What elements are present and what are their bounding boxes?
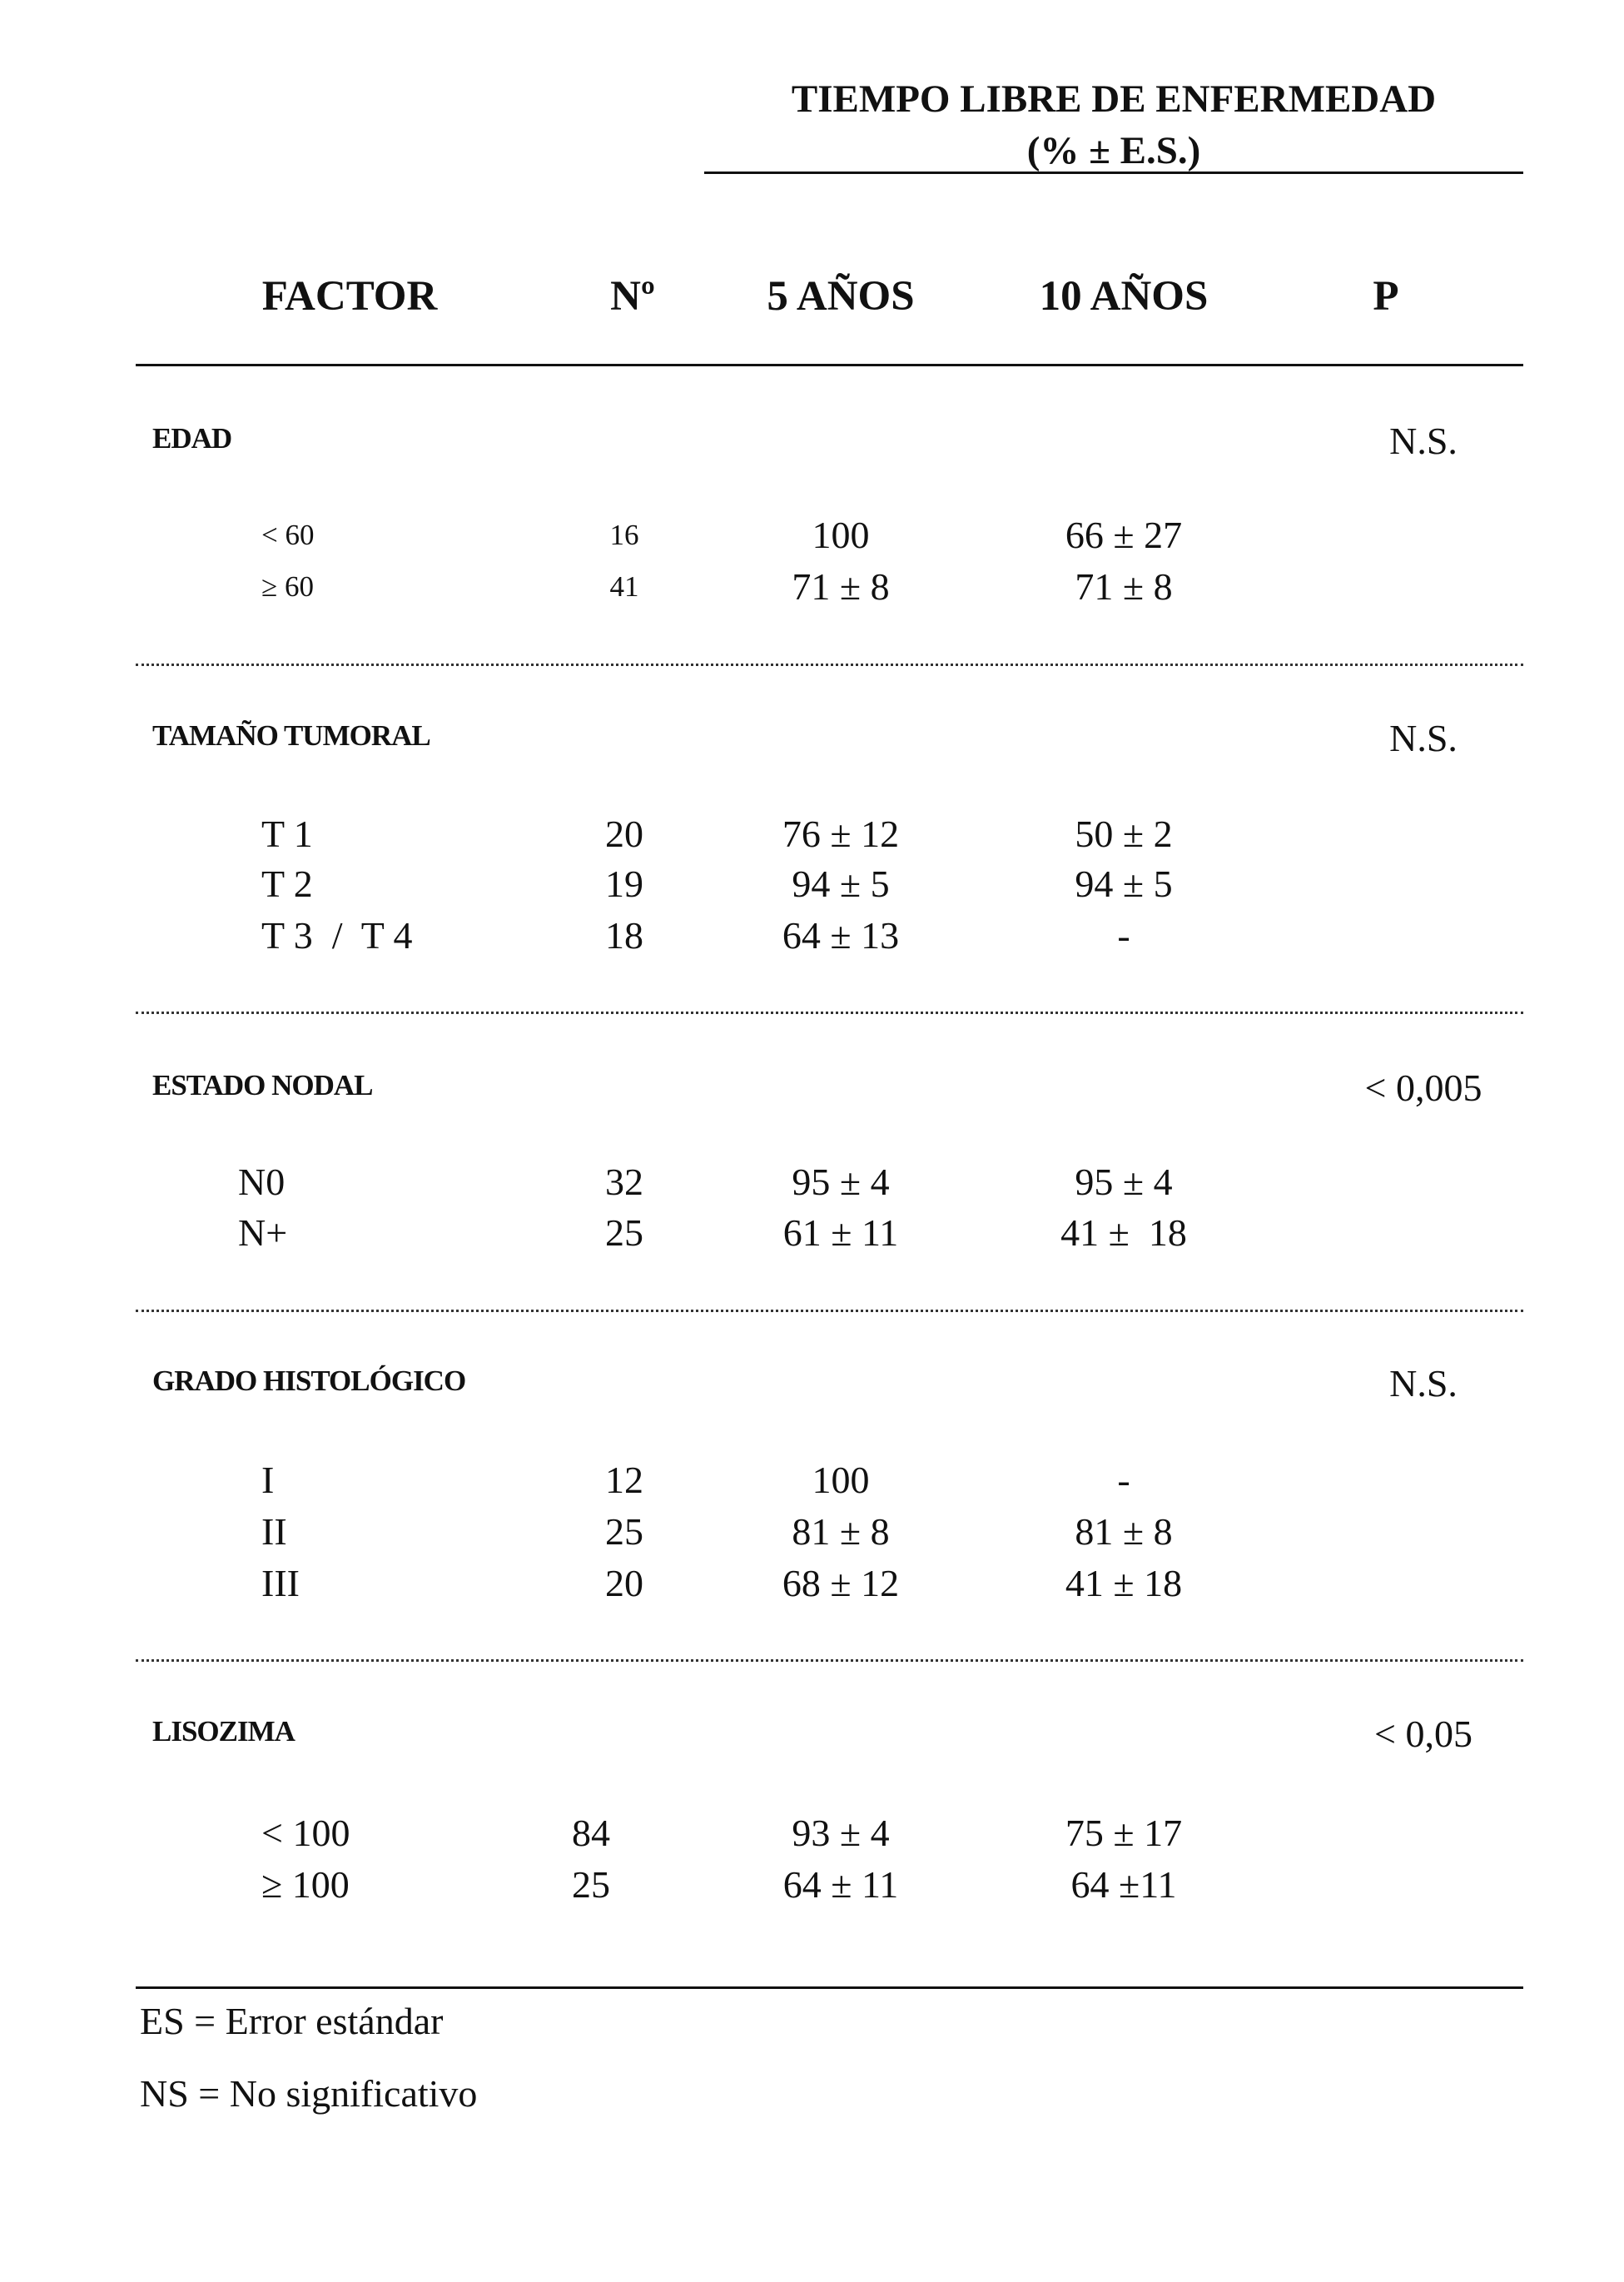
row-5-years: 93 ± 4 [792, 1812, 890, 1854]
table-row [0, 859, 1624, 909]
row-n: 41 [609, 570, 639, 603]
row-10-years: - [1117, 914, 1130, 957]
table-row [0, 1507, 1624, 1557]
row-label: N+ [238, 1211, 288, 1254]
table-row [0, 911, 1624, 961]
table-row [0, 1157, 1624, 1207]
row-label: ≥ 60 [261, 570, 314, 603]
row-n: 20 [605, 1562, 643, 1604]
row-n: 25 [572, 1863, 610, 1906]
row-n: 20 [605, 813, 643, 855]
column-group-rule [704, 172, 1523, 174]
row-label: T 3 / T 4 [261, 914, 413, 957]
row-10-years: - [1117, 1459, 1130, 1501]
row-10-years: 71 ± 8 [1075, 565, 1173, 608]
row-n: 18 [605, 914, 643, 957]
row-10-years: 64 ±11 [1070, 1863, 1177, 1906]
table-row [0, 1455, 1624, 1505]
table-row [0, 1860, 1624, 1910]
row-5-years: 61 ± 11 [782, 1211, 899, 1254]
group-p-value: < 0,05 [1374, 1713, 1473, 1755]
row-5-years: 64 ± 11 [782, 1863, 899, 1906]
row-label: II [261, 1510, 287, 1553]
row-5-years: 100 [812, 1459, 870, 1501]
footnote-es: ES = Error estándar [140, 2000, 444, 2042]
footnote-ns: NS = No significativo [140, 2072, 478, 2115]
row-5-years: 71 ± 8 [792, 565, 890, 608]
row-label: ≥ 100 [261, 1863, 350, 1906]
column-header-p: P [1373, 273, 1399, 320]
group-title: ESTADO NODAL [152, 1069, 373, 1101]
row-10-years: 95 ± 4 [1075, 1161, 1173, 1203]
row-10-years: 66 ± 27 [1065, 514, 1183, 556]
row-n: 25 [605, 1211, 643, 1254]
row-n: 19 [605, 863, 643, 905]
column-header-10-years: 10 AÑOS [1039, 273, 1209, 320]
row-5-years: 95 ± 4 [792, 1161, 890, 1203]
row-10-years: 81 ± 8 [1075, 1510, 1173, 1553]
row-10-years: 94 ± 5 [1075, 863, 1173, 905]
row-10-years: 50 ± 2 [1075, 813, 1173, 855]
row-5-years: 94 ± 5 [792, 863, 890, 905]
table-row [0, 1808, 1624, 1858]
row-5-years: 81 ± 8 [792, 1510, 890, 1553]
table-row [0, 1208, 1624, 1258]
row-label: I [261, 1459, 275, 1501]
group-divider [136, 664, 1523, 666]
group-p-value: N.S. [1389, 1362, 1458, 1404]
column-group-title: TIEMPO LIBRE DE ENFERMEDAD [791, 77, 1437, 121]
row-5-years: 64 ± 13 [782, 914, 900, 957]
group-p-value: < 0,005 [1364, 1066, 1482, 1109]
row-label: T 1 [261, 813, 313, 855]
group-title: EDAD [152, 422, 232, 455]
column-group-subtitle: (% ± E.S.) [1026, 129, 1201, 172]
row-label: III [261, 1562, 300, 1604]
row-n: 84 [572, 1812, 610, 1854]
row-5-years: 100 [812, 514, 870, 556]
group-p-value: N.S. [1389, 717, 1458, 759]
table-row [0, 562, 1624, 612]
group-title: TAMAÑO TUMORAL [152, 719, 430, 752]
row-n: 25 [605, 1510, 643, 1553]
row-label: < 60 [261, 519, 315, 551]
group-divider [136, 1012, 1523, 1014]
table-row [0, 809, 1624, 859]
table-row [0, 510, 1624, 560]
column-header-n: Nº [610, 273, 655, 320]
row-n: 16 [609, 519, 639, 551]
table-row [0, 1559, 1624, 1608]
row-label: < 100 [261, 1812, 350, 1854]
group-divider [136, 1310, 1523, 1312]
column-group-header [704, 73, 1523, 176]
row-n: 32 [605, 1161, 643, 1203]
row-n: 12 [605, 1459, 643, 1501]
header-rule [136, 364, 1523, 366]
group-p-value: N.S. [1389, 420, 1458, 462]
row-10-years: 41 ± 18 [1060, 1211, 1187, 1254]
group-title: GRADO HISTOLÓGICO [152, 1365, 466, 1397]
column-header-5-years: 5 AÑOS [767, 273, 915, 320]
row-10-years: 75 ± 17 [1065, 1812, 1183, 1854]
group-divider [136, 1659, 1523, 1662]
row-label: N0 [238, 1161, 286, 1203]
group-title: LISOZIMA [152, 1715, 295, 1748]
row-10-years: 41 ± 18 [1065, 1562, 1183, 1604]
row-5-years: 68 ± 12 [782, 1562, 900, 1604]
table-bottom-rule [136, 1986, 1523, 1989]
row-5-years: 76 ± 12 [782, 813, 900, 855]
row-label: T 2 [261, 863, 313, 905]
column-header-factor: FACTOR [261, 273, 438, 320]
